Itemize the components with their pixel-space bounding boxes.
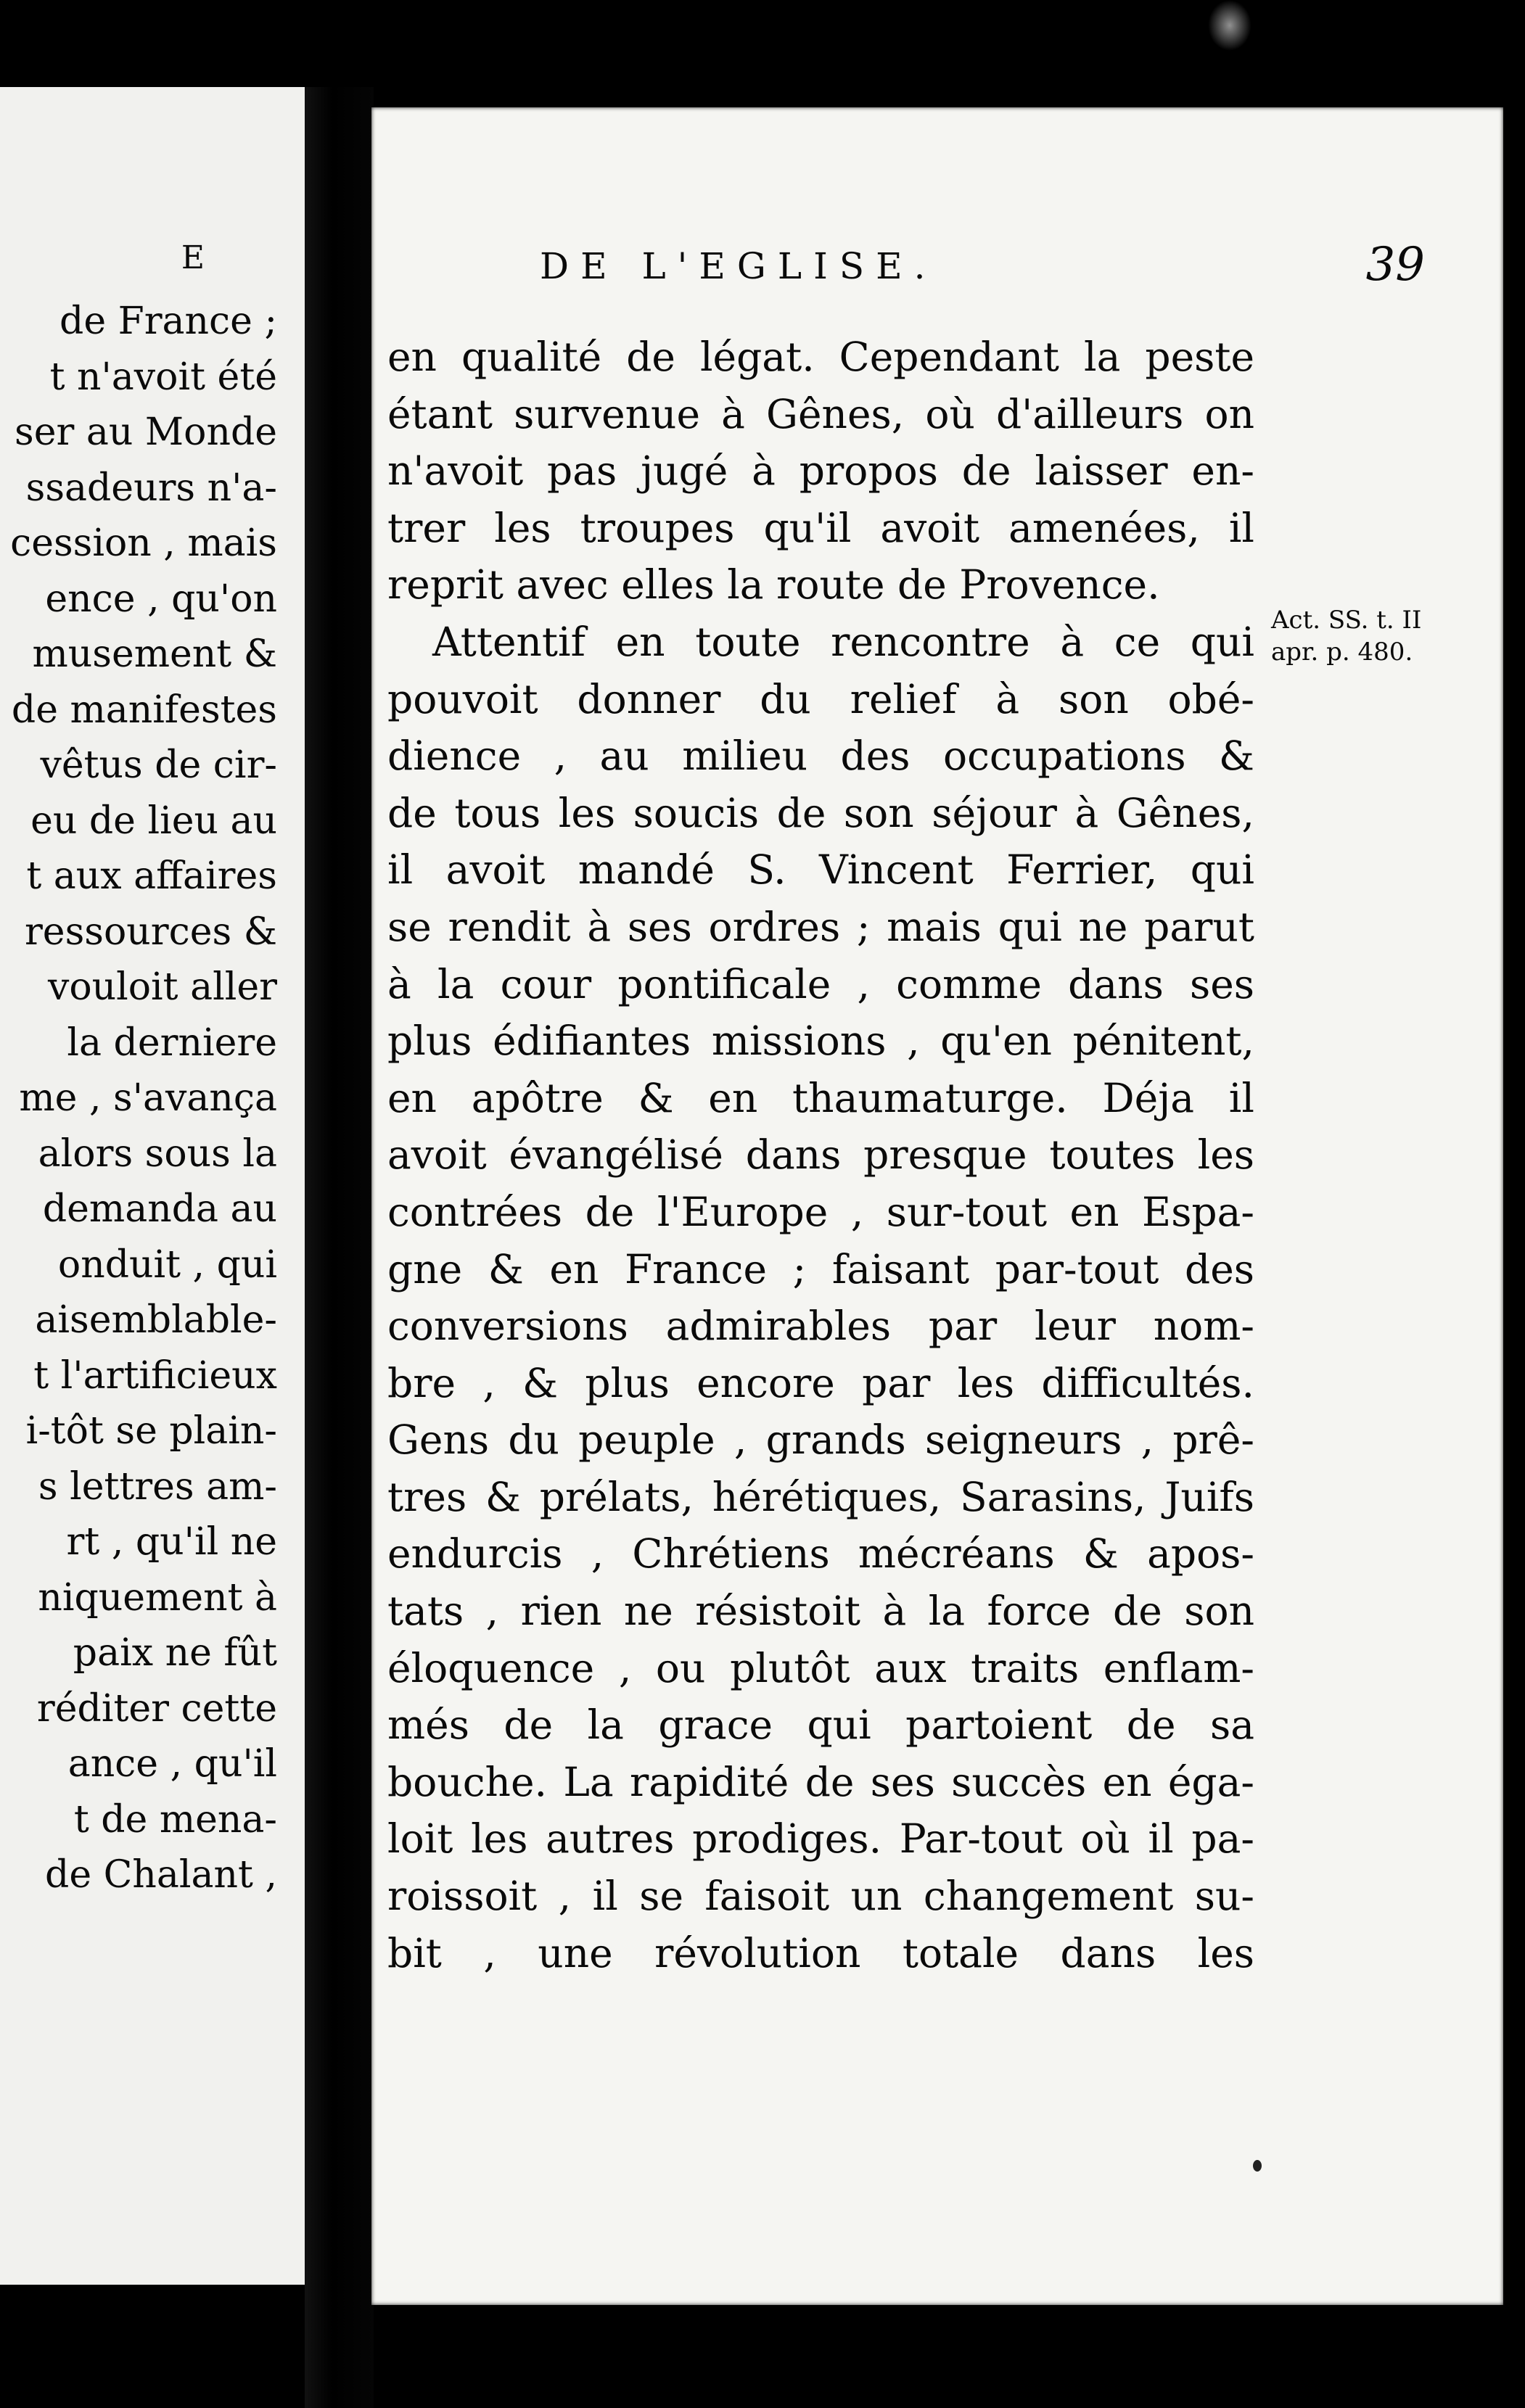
text-line: s lettres am- [38, 1464, 277, 1509]
left-page-text [0, 294, 277, 1903]
text-line: musement & [32, 632, 277, 676]
text-line: niquement à [38, 1575, 277, 1620]
text-line: il avoit mandé S. Vincent Ferrier, qui [387, 846, 1254, 894]
text-line: ence , qu'on [45, 577, 277, 621]
text-line: aisemblable- [35, 1298, 277, 1342]
text-line: contrées de l'Europe , sur-tout en Espa- [387, 1188, 1254, 1235]
text-line: réditer cette [36, 1686, 277, 1731]
text-line: ssadeurs n'a- [25, 466, 277, 510]
margin-note-line: Act. SS. t. II [1271, 606, 1422, 635]
text-line: ressources & [24, 910, 277, 954]
text-line: roissoit , il se faisoit un changement su- [387, 1873, 1254, 1920]
text-line: rt , qu'il ne [66, 1520, 277, 1564]
running-head: DE L'EGLISE. [540, 245, 937, 287]
text-line: onduit , qui [57, 1242, 277, 1287]
text-line: bouche. La rapidité de ses succès en éga- [387, 1758, 1254, 1805]
margin-note [1271, 604, 1503, 668]
text-line: demanda au [42, 1187, 277, 1231]
text-line: de Chalant , [45, 1853, 277, 1897]
book-gutter [305, 87, 374, 2408]
text-line: t l'artificieux [33, 1353, 277, 1398]
text-line: éloquence , ou plutôt aux traits enflam- [387, 1644, 1254, 1691]
text-line: reprit avec elles la route de Provence. [387, 561, 1160, 609]
text-line: plus édifiantes missions , qu'en pénitent, [387, 1018, 1254, 1065]
text-line: t aux affaires [26, 854, 277, 898]
text-line: en apôtre & en thaumaturge. Déja il [387, 1074, 1254, 1121]
text-line: se rendit à ses ordres ; mais qui ne parut [387, 903, 1254, 950]
text-line: me , s'avança [19, 1076, 277, 1120]
text-line: trer les troupes qu'il avoit amenées, il [387, 504, 1254, 551]
page-number: 39 [1365, 238, 1425, 292]
text-line: t de mena- [73, 1797, 277, 1842]
text-line: alors sous la [38, 1131, 277, 1176]
margin-note-line: apr. p. 480. [1271, 638, 1413, 667]
text-line: dience , au milieu des occupations & [387, 733, 1254, 780]
text-line: étant survenue à Gênes, où d'ailleurs on [387, 390, 1254, 437]
text-line: à la cour pontificale , comme dans ses [387, 960, 1254, 1007]
left-running-head: E [181, 239, 218, 276]
text-line: eu de lieu au [30, 799, 277, 843]
text-line: vêtus de cir- [40, 743, 277, 787]
text-line: n'avoit pas jugé à propos de laisser en- [387, 448, 1254, 495]
page-header [540, 238, 1425, 303]
body-text [387, 329, 1254, 1982]
text-line: Attentif en toute rencontre à ce qui [432, 618, 1254, 665]
text-line: cession , mais [10, 521, 277, 565]
text-line: t n'avoit été [49, 355, 277, 399]
text-line: la derniere [67, 1020, 277, 1065]
text-line: bre , & plus encore par les difficultés. [387, 1359, 1254, 1406]
text-line: i-tôt se plain- [25, 1409, 277, 1453]
ink-speck [1253, 2160, 1262, 2172]
right-page [371, 107, 1503, 2305]
text-line: de France ; [59, 300, 277, 343]
text-line: paix ne fût [73, 1631, 277, 1675]
text-line: de manifestes [11, 688, 277, 732]
text-line: en qualité de légat. Cependant la peste [387, 334, 1254, 380]
text-line: gne & en France ; faisant par-tout des [387, 1245, 1254, 1292]
text-line: tats , rien ne résistoit à la force de son [387, 1588, 1254, 1635]
text-line: tres & prélats, hérétiques, Sarasins, Juifs [387, 1473, 1254, 1520]
text-line: de tous les soucis de son séjour à Gênes, [387, 789, 1254, 836]
text-line: vouloit aller [47, 965, 277, 1009]
text-line: loit les autres prodiges. Par-tout où il pa- [387, 1815, 1254, 1863]
text-line: ser au Monde [15, 411, 277, 454]
text-line: Gens du peuple , grands seigneurs , prê- [387, 1417, 1254, 1464]
text-line: avoit évangélisé dans presque toutes les [387, 1131, 1254, 1179]
text-line: conversions admirables par leur nom- [387, 1303, 1254, 1350]
text-line: bit , une révolution totale dans les [387, 1929, 1254, 1976]
left-page-fragment [0, 87, 305, 2285]
text-line: pouvoit donner du relief à son obé- [387, 675, 1254, 722]
text-line: més de la grace qui partoient de sa [387, 1702, 1254, 1749]
text-line: endurcis , Chrétiens mécréans & apos- [387, 1530, 1254, 1578]
text-line: ance , qu'il [67, 1742, 277, 1786]
scan-dust-mark [1208, 0, 1251, 51]
